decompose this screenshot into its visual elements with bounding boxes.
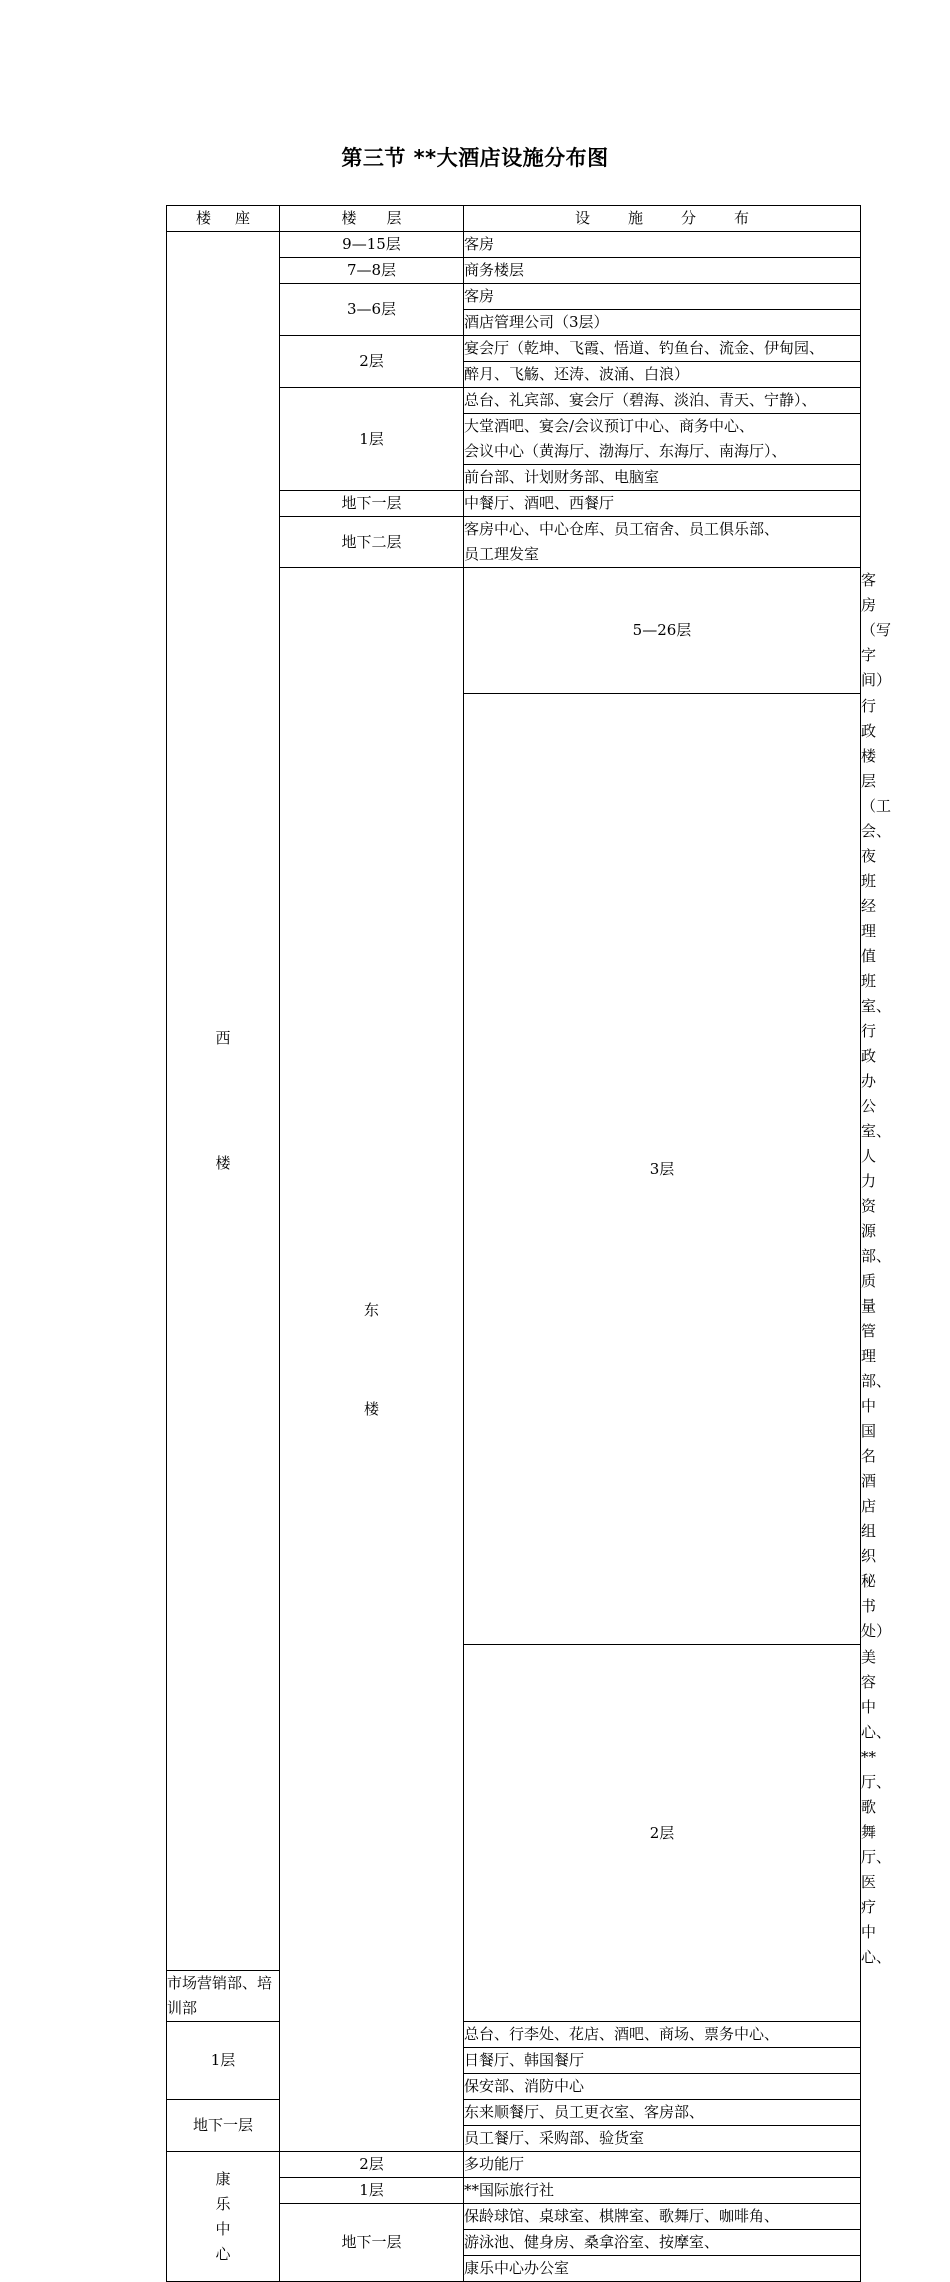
floor-cell: 地下一层: [280, 2204, 464, 2282]
facility-cell: 东来顺餐厅、员工更衣室、客房部、: [464, 2100, 861, 2126]
building-west: [167, 232, 280, 1971]
table-row: [167, 2100, 861, 2126]
floor-cell: 2层: [464, 1645, 861, 2022]
facility-cell: 酒店管理公司（3层）: [464, 310, 861, 336]
building-east-label-top: 东: [363, 1300, 379, 1319]
facility-cell: 康乐中心办公室: [464, 2256, 861, 2282]
facility-cell: 前台部、计划财务部、电脑室: [464, 465, 861, 491]
facility-cell: 客房中心、中心仓库、员工宿舍、员工俱乐部、 员工理发室: [464, 517, 861, 568]
table-row: [167, 2022, 861, 2048]
table-row: [167, 2152, 861, 2178]
floor-cell: 1层: [167, 2022, 280, 2100]
recreation-label-char: 中: [215, 2219, 231, 2238]
facility-distribution-table: [166, 205, 892, 2282]
building-west-label-bottom: 楼: [215, 1154, 231, 1172]
facility-cell: 客房: [464, 232, 861, 258]
header-building: 楼座: [167, 206, 280, 232]
table-row: [167, 232, 861, 258]
facility-cell: 总台、礼宾部、宴会厅（碧海、淡泊、青天、宁静）、: [464, 388, 861, 414]
facility-cell: 游泳池、健身房、桑拿浴室、按摩室、: [464, 2230, 861, 2256]
facility-cell: 日餐厅、韩国餐厅: [464, 2048, 861, 2074]
header-facilities: 设施分布: [464, 206, 861, 232]
building-east: [280, 568, 464, 2152]
facility-cell: 客房: [464, 284, 861, 310]
recreation-label-char: 康: [215, 2169, 231, 2188]
facility-cell: 中餐厅、酒吧、西餐厅: [464, 491, 861, 517]
facility-cell: 多功能厅: [464, 2152, 861, 2178]
facility-cell: 宴会厅（乾坤、飞霞、悟道、钓鱼台、流金、伊甸园、: [464, 336, 861, 362]
floor-cell: 地下一层: [280, 491, 464, 517]
floor-cell: 3层: [464, 694, 861, 1645]
building-west-label-top: 西: [215, 1029, 231, 1047]
floor-cell: 3—6层: [280, 284, 464, 336]
facility-cell: 市场营销部、培训部: [167, 1971, 280, 2022]
floor-cell: 1层: [280, 2178, 464, 2204]
facility-cell: 大堂酒吧、宴会/会议预订中心、商务中心、 会议中心（黄海厅、渤海厅、东海厅、南海厅）、: [464, 414, 861, 465]
table-row: 3层 行政楼层（工会、夜班经理值班室、行政办公室、 人力资源部、质量管理部、中国名酒店组织秘书处）: [167, 694, 861, 1645]
facility-cell: 商务楼层: [464, 258, 861, 284]
table-header-row: [167, 206, 861, 232]
floor-cell: 1层: [280, 388, 464, 491]
floor-cell: 9—15层: [280, 232, 464, 258]
facility-cell: 员工餐厅、采购部、验货室: [464, 2126, 861, 2152]
table-row: 2层 美容中心、**厅、歌舞厅、医疗中心、: [167, 1645, 861, 1971]
header-floor: 楼层: [280, 206, 464, 232]
floor-cell: 2层: [280, 336, 464, 388]
recreation-label-char: 乐: [215, 2194, 231, 2213]
floor-cell: 7—8层: [280, 258, 464, 284]
page-title: 第三节 **大酒店设施分布图: [341, 146, 609, 170]
building-east-label-bottom: 楼: [363, 1399, 379, 1418]
floor-cell: 地下二层: [280, 517, 464, 568]
facility-cell: **国际旅行社: [464, 2178, 861, 2204]
facility-cell: 醉月、飞觞、还涛、波涌、白浪）: [464, 362, 861, 388]
facility-cell: 保龄球馆、桌球室、棋牌室、歌舞厅、咖啡角、: [464, 2204, 861, 2230]
floor-cell: 2层: [280, 2152, 464, 2178]
facility-cell: 保安部、消防中心: [464, 2074, 861, 2100]
floor-cell: 地下一层: [167, 2100, 280, 2152]
building-recreation-center: [167, 2152, 280, 2282]
recreation-label-char: 心: [215, 2244, 231, 2263]
table-row: 东 楼 5—26层 客房（写字间）: [167, 568, 861, 694]
floor-cell: 5—26层: [464, 568, 861, 694]
facility-cell: 总台、行李处、花店、酒吧、商场、票务中心、: [464, 2022, 861, 2048]
